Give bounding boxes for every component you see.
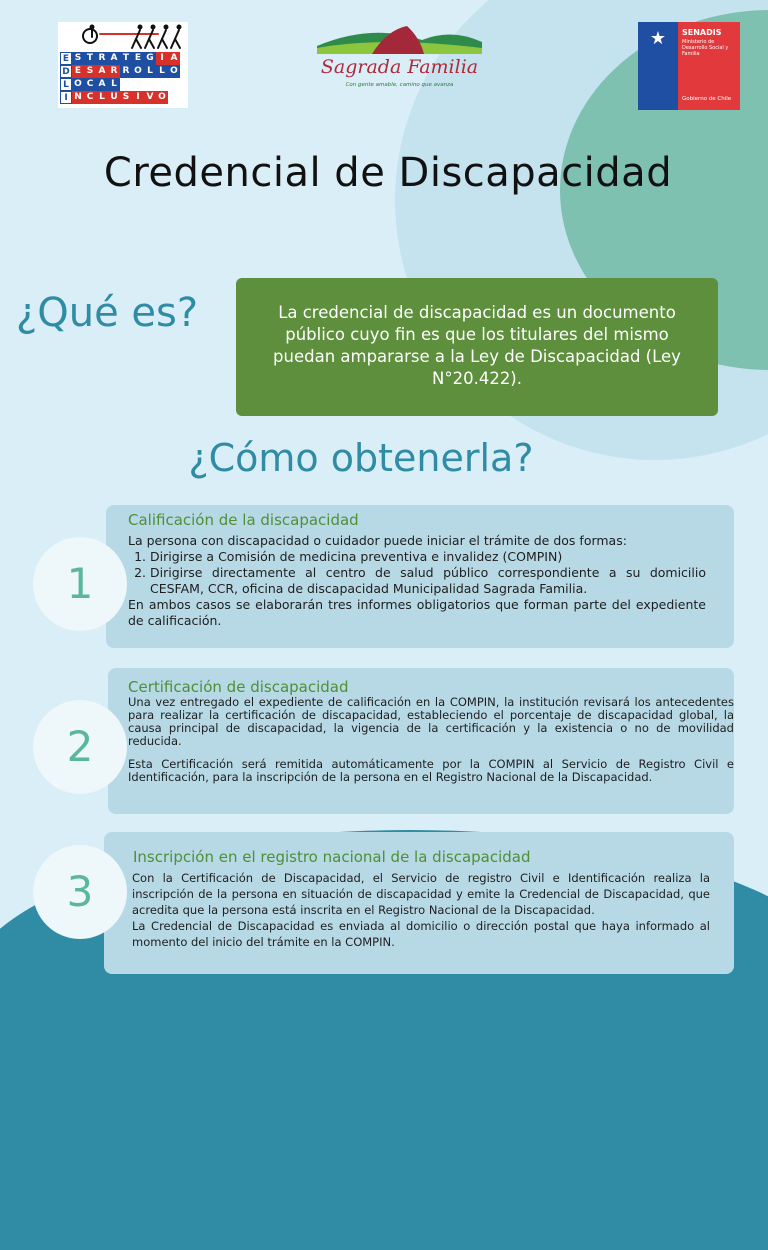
senadis-blue-band xyxy=(638,22,678,110)
edli-letter: T xyxy=(84,52,96,65)
edli-letter: L xyxy=(96,91,108,104)
edli-logo xyxy=(58,22,188,108)
step-1-card xyxy=(106,505,734,648)
step-title: Certificación de discapacidad xyxy=(128,678,349,696)
step-intro: La persona con discapacidad o cuidador puede iniciar el trámite de dos formas: xyxy=(128,533,627,548)
step-paragraph: Esta Certificación será remitida automáticamente por la COMPIN al Servicio de Registro Civil e Identificación, para la inscripción de la persona en el Registro Nacional de la Discapacidad. xyxy=(128,757,734,784)
star-icon: ★ xyxy=(649,28,667,49)
edli-letter: L xyxy=(60,78,72,91)
step-number: 3 xyxy=(33,845,127,939)
page-title: Credencial de Discapacidad xyxy=(103,150,673,196)
step-paragraph: Con la Certificación de Discapacidad, el Servicio de registro Civil e Identificación realiza la inscripción de la persona en situación de discapacidad y emite la Credencial de Discapacidad, que acredita que la persona está inscrita en el Registro Nacional de la Discapacidad. xyxy=(132,871,710,917)
edli-letter: C xyxy=(84,91,96,104)
step-number: 2 xyxy=(33,700,127,794)
edli-letter: U xyxy=(108,91,120,104)
edli-letter xyxy=(156,78,168,91)
que-es-text: La credencial de discapacidad es un documento público cuyo fin es que los titulares del mismo puedan ampararse a la Ley de Discapacidad (Ley N°20.422). xyxy=(273,303,681,388)
step-paragraph: La Credencial de Discapacidad es enviada al domicilio o dirección postal que haya informado al momento del inicio del trámite en la COMPIN. xyxy=(132,919,710,949)
edli-letter: T xyxy=(120,52,132,65)
edli-letter: R xyxy=(120,65,132,78)
edli-letter xyxy=(168,91,180,104)
edli-letter: I xyxy=(156,52,168,65)
edli-letter: A xyxy=(96,65,108,78)
edli-letter: O xyxy=(132,65,144,78)
edli-letter: L xyxy=(156,65,168,78)
edli-letter xyxy=(132,78,144,91)
step-list xyxy=(128,549,706,597)
sagrada-familia-title: Sagrada Familia xyxy=(320,56,479,78)
senadis-subtitle: Ministerio de Desarrollo Social y Familia xyxy=(682,39,729,57)
gobierno-de-chile-label: Gobierno de Chile xyxy=(682,96,732,102)
edli-letter: S xyxy=(72,52,84,65)
step-title: Inscripción en el registro nacional de la discapacidad xyxy=(133,848,531,866)
edli-letter: E xyxy=(72,65,84,78)
edli-letter: E xyxy=(132,52,144,65)
people-figures-icon xyxy=(78,24,188,50)
sagrada-familia-logo xyxy=(312,18,487,98)
edli-letter: O xyxy=(156,91,168,104)
step-body xyxy=(132,870,710,950)
sagrada-familia-subtitle: Con gente amable, camino que avanza xyxy=(345,82,454,88)
step-number: 1 xyxy=(33,537,127,631)
edli-letter: R xyxy=(108,65,120,78)
edli-letter: L xyxy=(108,78,120,91)
edli-letter: O xyxy=(168,65,180,78)
edli-letter: A xyxy=(96,78,108,91)
edli-letter: D xyxy=(60,65,72,78)
step-body xyxy=(128,696,734,784)
edli-letter: N xyxy=(72,91,84,104)
edli-letter: S xyxy=(84,65,96,78)
list-item: 1. Dirigirse a Comisión de medicina preventiva e invalidez (COMPIN) xyxy=(150,549,706,565)
step-outro: En ambos casos se elaborarán tres informes obligatorios que forman parte del expediente de calificación. xyxy=(128,597,706,628)
edli-letter xyxy=(120,78,132,91)
que-es-box xyxy=(236,278,718,416)
edli-letter: A xyxy=(108,52,120,65)
edli-letter: S xyxy=(120,91,132,104)
edli-letter: C xyxy=(84,78,96,91)
edli-letter xyxy=(144,78,156,91)
edli-letter: I xyxy=(60,91,72,104)
edli-letter xyxy=(168,78,180,91)
edli-letter: V xyxy=(144,91,156,104)
como-obtenerla-heading: ¿Cómo obtenerla? xyxy=(188,436,534,480)
edli-letter: G xyxy=(144,52,156,65)
edli-letter: I xyxy=(132,91,144,104)
que-es-heading: ¿Qué es? xyxy=(16,290,199,336)
step-body xyxy=(128,533,706,629)
senadis-title: SENADIS xyxy=(682,28,722,37)
list-item: 2. Dirigirse directamente al centro de salud público correspondiente a su domicilio CESFAM, CCR, oficina de discapacidad Municipalidad Sagrada Familia. xyxy=(150,565,706,597)
edli-letter: E xyxy=(60,52,72,65)
edli-letter-grid xyxy=(60,52,180,104)
edli-letter: O xyxy=(72,78,84,91)
edli-letter: A xyxy=(168,52,180,65)
edli-letter: R xyxy=(96,52,108,65)
senadis-logo xyxy=(638,22,740,110)
step-3-card xyxy=(104,832,734,974)
step-paragraph: Una vez entregado el expediente de calificación en la COMPIN, la institución revisará los antecedentes para realizar la certificación de discapacidad, estableciendo el porcentaje de discapacidad global, la causa principal de discapacidad, la vigencia de la certificación y la existencia o no de movilidad reducida. xyxy=(128,695,734,748)
edli-letter: L xyxy=(144,65,156,78)
step-2-card xyxy=(108,668,734,814)
step-title: Calificación de la discapacidad xyxy=(128,511,359,529)
